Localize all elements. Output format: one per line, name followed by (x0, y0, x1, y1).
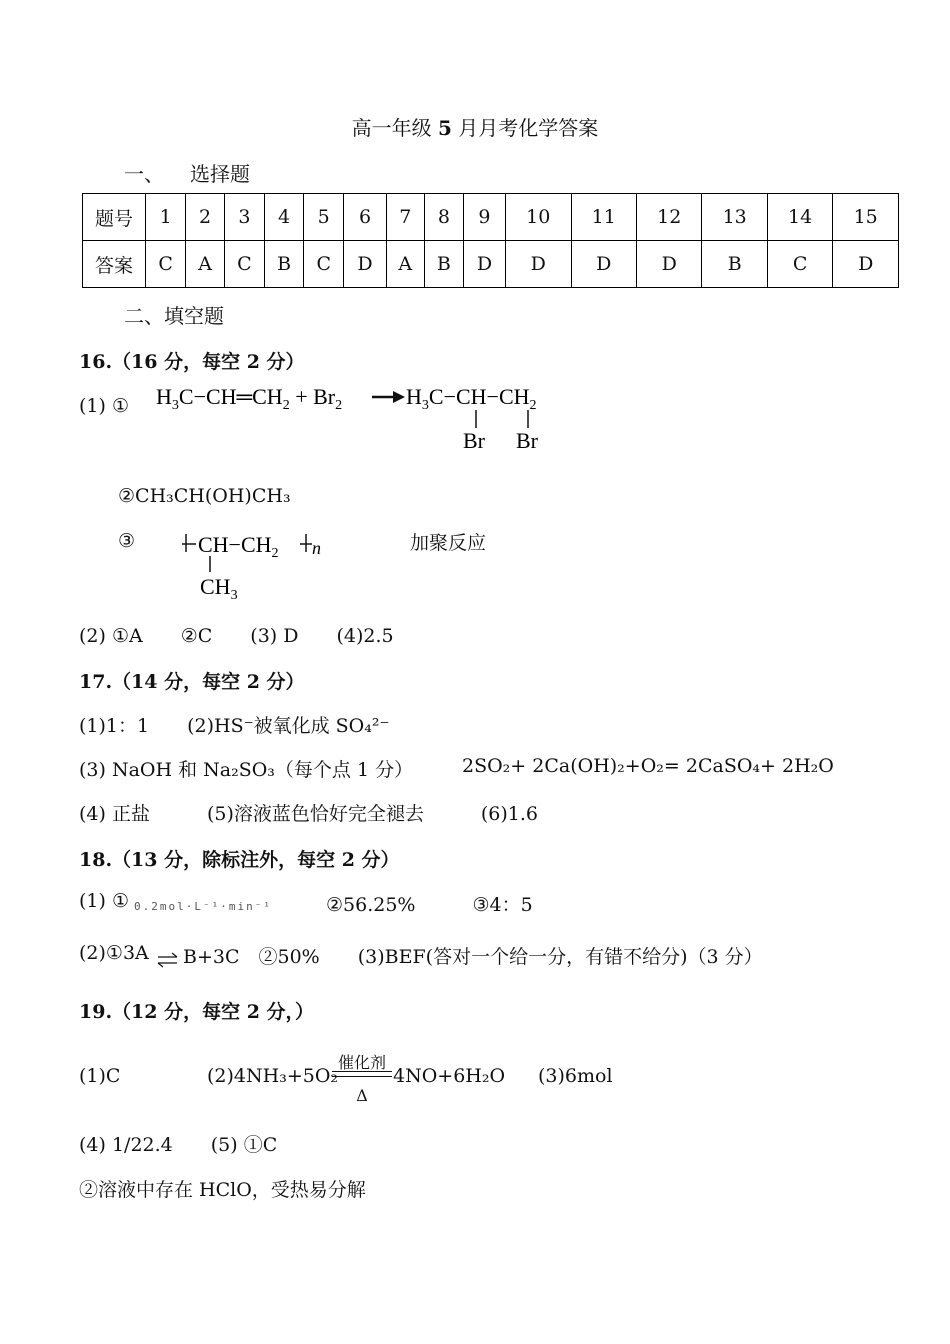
table-row-label: 题号 (83, 194, 146, 241)
table-row-label: 答案 (83, 241, 146, 288)
q18-line1-label: (1) ① (79, 890, 129, 912)
q16-part1-3-label: ③ (118, 530, 136, 552)
q18-rate: 0.2mol·L⁻¹·min⁻¹ (134, 900, 272, 913)
q19-part3: (3)6mol (538, 1065, 613, 1087)
page-title: 高一年级 5 月月考化学答案 (351, 116, 599, 140)
table-cell: C (224, 241, 264, 288)
equilibrium-arrow-icon (156, 950, 180, 970)
q19-part2-products: 4NO+6H₂O (393, 1065, 506, 1087)
q19-part1: (1)C (79, 1065, 121, 1087)
heat-label: Δ (356, 1086, 368, 1105)
eq-lhs-h3: $H_3C-CH═CH_2 + Br_2$ (156, 384, 343, 413)
section-1-number: 一、 (124, 162, 164, 186)
table-cell: D (571, 241, 636, 288)
table-cell: A (386, 241, 424, 288)
propene-bromine-equation (150, 376, 570, 456)
polypropylene-structure (170, 522, 340, 602)
reaction-condition-line (332, 1071, 392, 1072)
section-1-title: 选择题 (190, 162, 250, 186)
answer-table (82, 193, 899, 288)
reaction-condition-line (332, 1076, 392, 1077)
table-cell: 9 (463, 194, 505, 241)
table-cell: B (702, 241, 767, 288)
table-cell: D (636, 241, 701, 288)
q17-equation: 2SO₂+ 2Ca(OH)₂+O₂= 2CaSO₄+ 2H₂O (462, 755, 834, 777)
table-cell: B (424, 241, 463, 288)
methyl-group: $CH_3$ (200, 574, 238, 602)
q19-line2: (4) 1/22.4 (5) ①C (79, 1134, 278, 1156)
q16-reaction-type: 加聚反应 (410, 532, 487, 554)
q17-header: 17.（14 分，每空 2 分） (79, 671, 305, 693)
q18-header: 18.（13 分，除标注外，每空 2 分） (79, 849, 400, 871)
table-cell: B (265, 241, 304, 288)
table-cell: 8 (424, 194, 463, 241)
q18-line1-rest: ②56.25% ③4：5 (326, 894, 533, 916)
catalyst-label: 催化剂 (337, 1053, 386, 1072)
table-cell: A (186, 241, 224, 288)
table-cell: 14 (767, 194, 832, 241)
table-cell: 12 (636, 194, 701, 241)
q18-line2a: (2)①3A (79, 942, 149, 964)
table-cell: D (344, 241, 386, 288)
table-cell: 15 (833, 194, 899, 241)
table-cell: D (463, 241, 505, 288)
q16-part2: (2) ①A ②C (3) D (4)2.5 (79, 625, 394, 647)
poly-subscript-n: n (312, 538, 321, 558)
q19-header: 19.（12 分，每空 2 分，） (79, 1001, 315, 1023)
bromine-label: Br (463, 428, 485, 453)
table-cell: 11 (571, 194, 636, 241)
table-cell: D (506, 241, 571, 288)
table-cell: 4 (265, 194, 304, 241)
q19-line3: ②溶液中存在 HClO，受热易分解 (79, 1179, 366, 1201)
table-cell: 7 (386, 194, 424, 241)
q19-part2-reactants: (2)4NH₃+5O₂ (207, 1065, 339, 1087)
poly-backbone: $CH-CH_2$ (198, 532, 279, 561)
table-row-numbers (83, 194, 899, 241)
table-cell: D (833, 241, 899, 288)
table-row-answers (83, 241, 899, 288)
table-cell: 1 (146, 194, 186, 241)
q17-line1: (1)1：1 (2)HS⁻被氧化成 SO₄²⁻ (79, 715, 390, 737)
q16-part1-2: ②CH₃CH(OH)CH₃ (118, 485, 291, 507)
table-cell: C (304, 241, 344, 288)
table-cell: 2 (186, 194, 224, 241)
q17-line2a: (3) NaOH 和 Na₂SO₃（每个点 1 分） (79, 759, 414, 781)
table-cell: 3 (224, 194, 264, 241)
section-2-title: 二、填空题 (124, 304, 224, 328)
table-cell: C (146, 241, 186, 288)
table-cell: 5 (304, 194, 344, 241)
q17-line3: (4) 正盐 (5)溶液蓝色恰好完全褪去 (6)1.6 (79, 803, 538, 825)
table-cell: 13 (702, 194, 767, 241)
q16-part1-label: (1) ① (79, 395, 129, 417)
table-cell: 6 (344, 194, 386, 241)
table-cell: C (767, 241, 832, 288)
reaction-arrow-head (393, 391, 405, 403)
eq-rhs: $H_3C-CH-CH_2$ (406, 384, 537, 413)
table-cell: 10 (506, 194, 571, 241)
q16-header: 16.（16 分，每空 2 分） (79, 351, 305, 373)
q18-line2b: B+3C ②50% (3)BEF(答对一个给一分，有错不给分)（3 分） (183, 946, 763, 968)
bromine-label: Br (516, 428, 538, 453)
